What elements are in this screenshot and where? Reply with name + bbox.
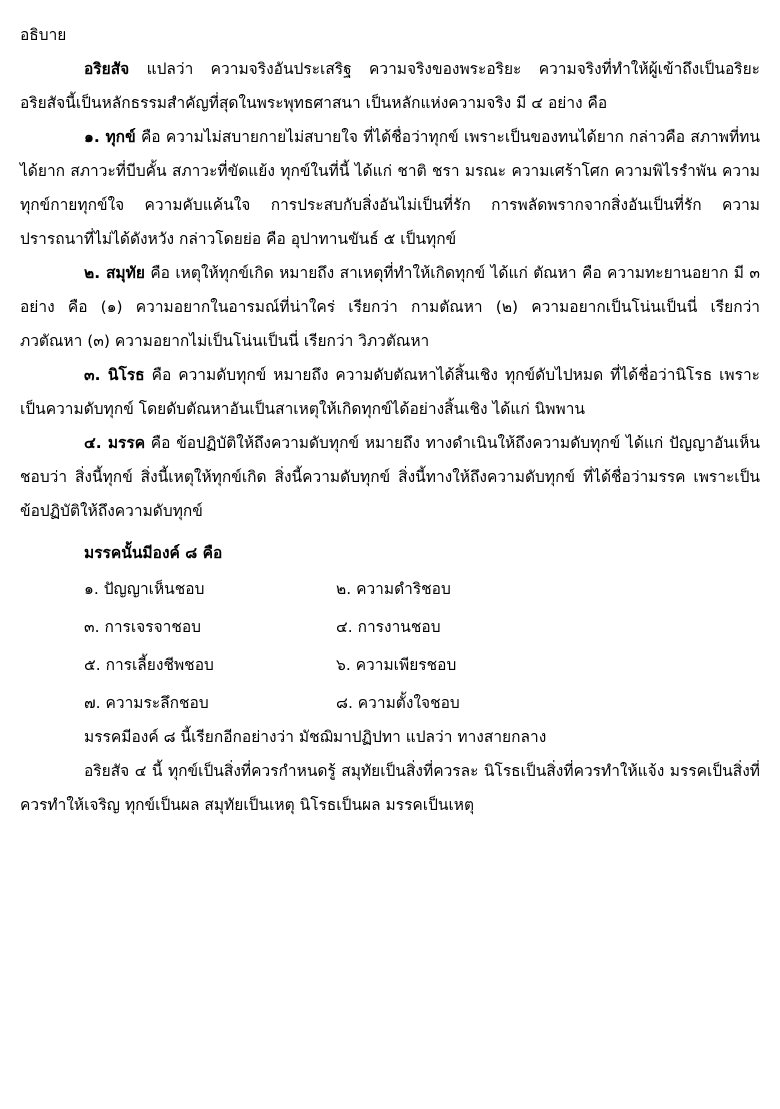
middle-way-paragraph: มรรคมีองค์ ๘ นี้เรียกอีกอย่างว่า มัชฌิมาปฏิปทา แปลว่า ทางสายกลาง <box>84 728 547 746</box>
intro-paragraph <box>20 52 760 120</box>
truth-text-suffering: คือ ความไม่สบายกายไม่สบายใจ ที่ได้ชื่อว่าทุกข์ เพราะเป็นของทนได้ยาก กล่าวคือ สภาพที่ทนได้ยาก สภาวะที่บีบคั้น สภาวะที่ขัดแย้ง ทุกข์ในที่นี้ ได้แก่ ชาติ ชรา มรณะ ความเศร้าโศก ความพิไรรำพัน ความทุกข์กายทุกข์ใจ ความคับแค้นใจ การประสบกับสิ่งอันไม่เป็นที่รัก การพลัดพรากจากสิ่งอันเป็นที่รัก ความปรารถนาที่ไม่ได้ดังหวัง กล่าวโดยย่อ คือ อุปาทานขันธ์ ๕ เป็นทุกข์ <box>20 128 760 248</box>
path-item: ๘. ความตั้งใจชอบ <box>336 694 460 712</box>
truth-paragraph-path <box>20 426 760 528</box>
path-item: ๒. ความดำริชอบ <box>336 580 451 598</box>
path-item: ๔. การงานชอบ <box>336 618 441 636</box>
truth-paragraph-cessation <box>20 358 760 426</box>
eightfold-path-list <box>20 572 760 720</box>
truth-text-cessation: คือ ความดับทุกข์ หมายถึง ความดับตัณหาได้สิ้นเชิง ทุกข์ดับไปหมด ที่ได้ชื่อว่านิโรธ เพราะเป็นความดับทุกข์ โดยดับตัณหาอันเป็นสาเหตุให้เกิดทุกข์ได้อย่างสิ้นเชิง ได้แก่ นิพพาน <box>20 366 760 418</box>
path-item: ๖. ความเพียรชอบ <box>336 656 457 674</box>
path-item: ๕. การเลี้ยงชีพชอบ <box>84 656 214 674</box>
truth-paragraph-origin <box>20 256 760 358</box>
truth-term-path: ๔. มรรค <box>84 434 146 452</box>
path-item: ๗. ความระลึกชอบ <box>84 694 209 712</box>
intro-term: อริยสัจ <box>84 60 130 78</box>
path-item: ๑. ปัญญาเห็นชอบ <box>84 580 205 598</box>
path-item: ๓. การเจรจาชอบ <box>84 618 202 636</box>
truth-term-origin: ๒. สมุทัย <box>84 264 145 282</box>
truth-term-cessation: ๓. นิโรธ <box>84 366 145 384</box>
truth-paragraph-suffering <box>20 120 760 256</box>
truth-text-origin: คือ เหตุให้ทุกข์เกิด หมายถึง สาเหตุที่ทำให้เกิดทุกข์ ได้แก่ ตัณหา คือ ความทะยานอยาก มี ๓ อย่าง คือ (๑) ความอยากในอารมณ์ที่น่าใคร่ เรียกว่า กามตัณหา (๒) ความอยากเป็นโน่นเป็นนี่ เรียกว่า ภวตัณหา (๓) ความอยากไม่เป็นโน่นเป็นนี่ เรียกว่า วิภวตัณหา <box>20 264 760 350</box>
section-heading: อธิบาย <box>20 26 67 44</box>
summary-paragraph: อริยสัจ ๔ นี้ ทุกข์เป็นสิ่งที่ควรกำหนดรู้ สมุทัยเป็นสิ่งที่ควรละ นิโรธเป็นสิ่งที่ควรทำให้แจ้ง มรรคเป็นสิ่งที่ควรทำให้เจริญ ทุกข์เป็นผล สมุทัยเป็นเหตุ นิโรธเป็นผล มรรคเป็นเหตุ <box>20 762 760 814</box>
intro-text: แปลว่า ความจริงอันประเสริฐ ความจริงของพระอริยะ ความจริงที่ทำให้ผู้เข้าถึงเป็นอริยะ อริยสัจนี้เป็นหลักธรรมสำคัญที่สุดในพระพุทธศาสนา เป็นหลักแห่งความจริง มี ๔ อย่าง คือ <box>20 60 760 112</box>
truth-term-suffering: ๑. ทุกข์ <box>84 128 136 146</box>
truth-text-path: คือ ข้อปฏิบัติให้ถึงความดับทุกข์ หมายถึง ทางดำเนินให้ถึงความดับทุกข์ ได้แก่ ปัญญาอันเห็นชอบว่า สิ่งนี้ทุกข์ สิ่งนี้เหตุให้ทุกข์เกิด สิ่งนี้ความดับทุกข์ สิ่งนี้ทางให้ถึงความดับทุกข์ ที่ได้ชื่อว่ามรรค เพราะเป็นข้อปฏิบัติให้ถึงความดับทุกข์ <box>20 434 760 520</box>
path-subheading: มรรคนั้นมีองค์ ๘ คือ <box>84 544 223 562</box>
